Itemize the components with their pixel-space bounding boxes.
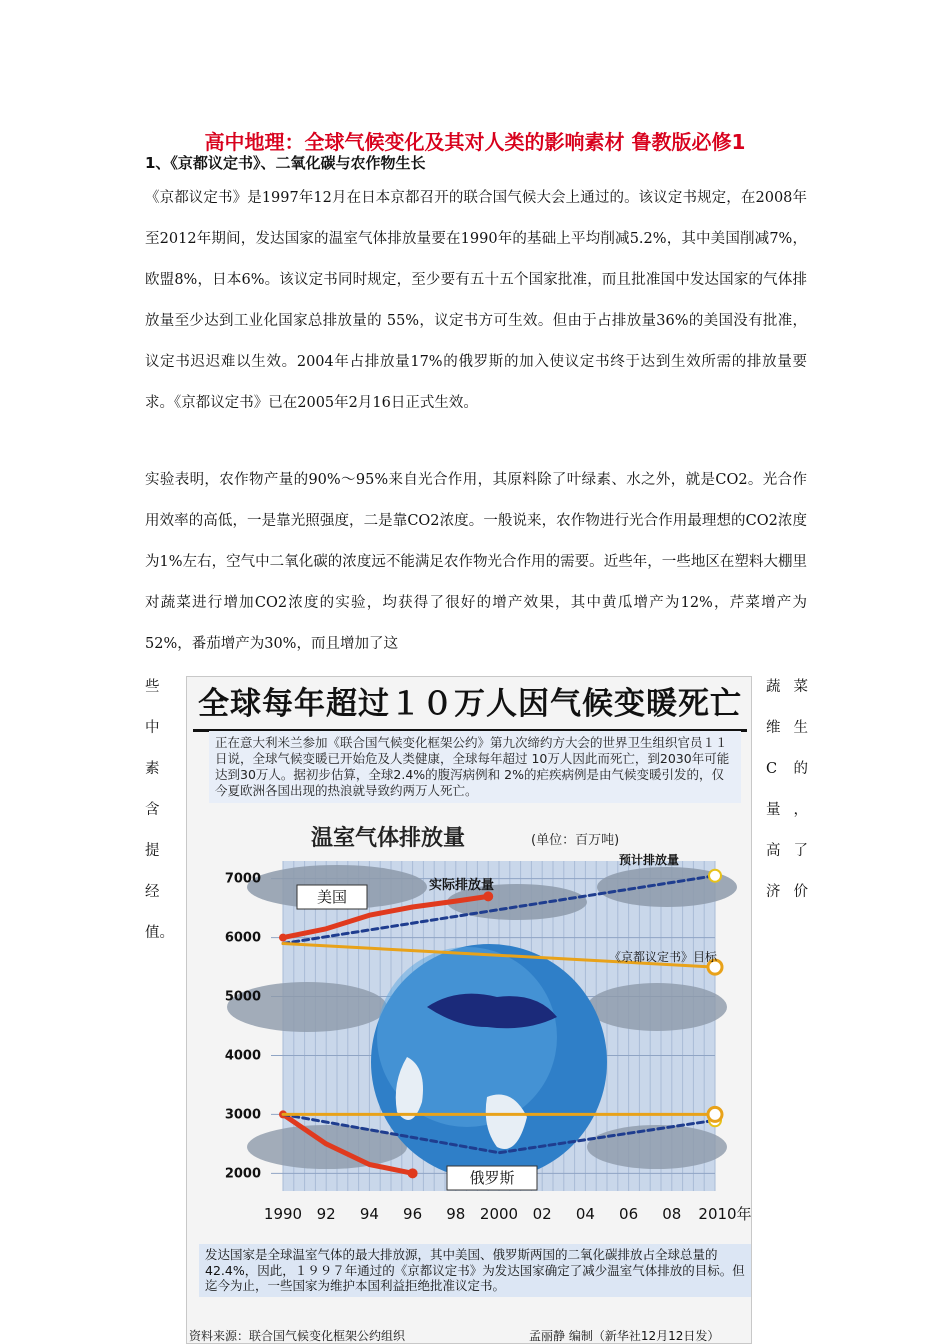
wrap-char: 的 [793, 761, 808, 777]
wrap-char: ， [793, 802, 808, 818]
figure-credit: 孟丽静 编制（新华社12月12日发） [529, 1329, 720, 1343]
figure-intro: 正在意大利米兰参加《联合国气候变化框架公约》第九次缔约方大会的世界卫生组织官员１１日说，全球气候变暖已开始危及人类健康，全球每年超过 10万人因此而死亡，到2030年可能达到30万人。据初步估算，全球2.4%的腹泻病例和 2%的疟疾病例是由气候变暖引发的，仅今夏欧洲各国出现的热浪就导致约两万人死亡。 [209, 731, 741, 803]
figure-summary: 发达国家是全球温室气体的最大排放源，其中美国、俄罗斯两国的二氧化碳排放占全球总量的42.4%，因此，１９９７年通过的《京都议定书》为发达国家确定了减少温室气体排放的目标。但迄今为止，一些国家为维护本国利益拒绝批准议定书。 [199, 1244, 751, 1297]
x-tick-label: 06 [619, 1205, 639, 1223]
actual-emission-label: 实际排放量 [429, 878, 495, 893]
chart-unit: (单位：百万吨) [531, 833, 620, 848]
y-tick-label: 4000 [224, 1048, 261, 1064]
wrap-line [766, 749, 808, 790]
wrap-char: 经 [145, 884, 160, 900]
series-end-point [408, 1168, 418, 1178]
x-tick-label: 08 [662, 1205, 682, 1223]
chart-title: 温室气体排放量 [311, 826, 466, 851]
x-tick-label: 96 [403, 1205, 423, 1223]
wrap-char: 些 [145, 679, 160, 695]
x-tick-label: 94 [359, 1205, 379, 1223]
x-tick-label: 04 [575, 1205, 595, 1223]
series-start-point [279, 934, 287, 942]
x-tick-label: 1990 [263, 1205, 303, 1223]
y-tick-label: 3000 [224, 1107, 261, 1123]
target-end-point [708, 1107, 722, 1121]
projected-end-point [709, 870, 721, 882]
wrap-char: 中 [145, 720, 160, 736]
x-tick-label: 92 [316, 1205, 336, 1223]
wrap-line [766, 831, 808, 872]
wrap-char: 提 [145, 843, 160, 859]
wrap-line [766, 790, 808, 831]
figure-source: 资料来源：联合国气候变化框架公约组织 [189, 1329, 406, 1343]
wrap-line [766, 708, 808, 749]
infographic-figure [186, 676, 752, 1344]
wrap-text-left [145, 667, 174, 954]
section-heading: 1、《京都议定书》、二氧化碳与农作物生长 [145, 154, 426, 172]
cloud-shape [587, 983, 727, 1031]
wrap-char: 菜 [793, 679, 808, 695]
kyoto-target-label: 《京都议定书》目标 [609, 950, 718, 964]
y-tick-label: 5000 [224, 989, 261, 1005]
wrap-line [766, 872, 808, 913]
x-tick-label: 02 [532, 1205, 552, 1223]
usa-label: 美国 [316, 888, 348, 906]
figure-title: 全球每年超过１０万人因气候变暖死亡 [193, 681, 747, 732]
wrap-line [766, 667, 808, 708]
wrap-char: 值。 [145, 925, 174, 941]
wrap-char: 高 [766, 843, 781, 859]
paragraph-co2: 实验表明，农作物产量的90%～95%来自光合作用，其原料除了叶绿素、水之外，就是CO2。光合作用效率的高低，一是靠光照强度，二是靠CO2浓度。一般说来，农作物进行光合作用最理想的CO2浓度为1%左右，空气中二氧化碳的浓度远不能满足农作物光合作用的需要。近些年，一些地区在塑料大棚里对蔬菜进行增加CO2浓度的实验，均获得了很好的增产效果，其中黄瓜增产为12%，芹菜增产为52%，番茄增产为30%，而且增加了这 [145, 472, 807, 652]
wrap-char: C [766, 761, 778, 777]
cloud-shape [587, 1125, 727, 1169]
wrap-char: 价 [793, 884, 808, 900]
wrap-char: 蔬 [766, 679, 781, 695]
x-tick-label: 98 [446, 1205, 466, 1223]
russia-label: 俄罗斯 [469, 1169, 515, 1187]
wrap-text-right [766, 667, 808, 913]
wrap-char: 含 [145, 802, 160, 818]
y-tick-label: 7000 [224, 871, 261, 887]
projected-emission-label: 预计排放量 [619, 853, 680, 867]
wrap-char: 济 [766, 884, 781, 900]
page-title: 高中地理：全球气候变化及其对人类的影响素材 鲁教版必修1 [204, 130, 746, 154]
paragraph-kyoto: 《京都议定书》是1997年12月在日本京都召开的联合国气候大会上通过的。该议定书规定，在2008年至2012年期间，发达国家的温室气体排放量要在1990年的基础上平均削减5.2%，其中美国削减7%，欧盟8%，日本6%。该议定书同时规定，至少要有五十五个国家批准，而且批准国中发达国家的气体排放量至少达到工业化国家总排放量的 55%，议定书方可生效。但由于占排放量36%的美国没有批准，议定书迟迟难以生效。2004年占排放量17%的俄罗斯的加入使议定书终于达到生效所需的排放量要求。《京都议定书》已在2005年2月16日正式生效。 [145, 190, 807, 411]
y-tick-label: 2000 [224, 1166, 261, 1182]
x-tick-label: 2000 [479, 1205, 519, 1223]
y-tick-label: 6000 [224, 930, 261, 946]
wrap-char: 量 [766, 802, 781, 818]
wrap-char: 生 [793, 720, 808, 736]
wrap-char: 维 [766, 720, 781, 736]
wrap-char: 素 [145, 761, 160, 777]
x-tick-label: 2010年 [698, 1205, 752, 1223]
wrap-char: 了 [793, 843, 808, 859]
